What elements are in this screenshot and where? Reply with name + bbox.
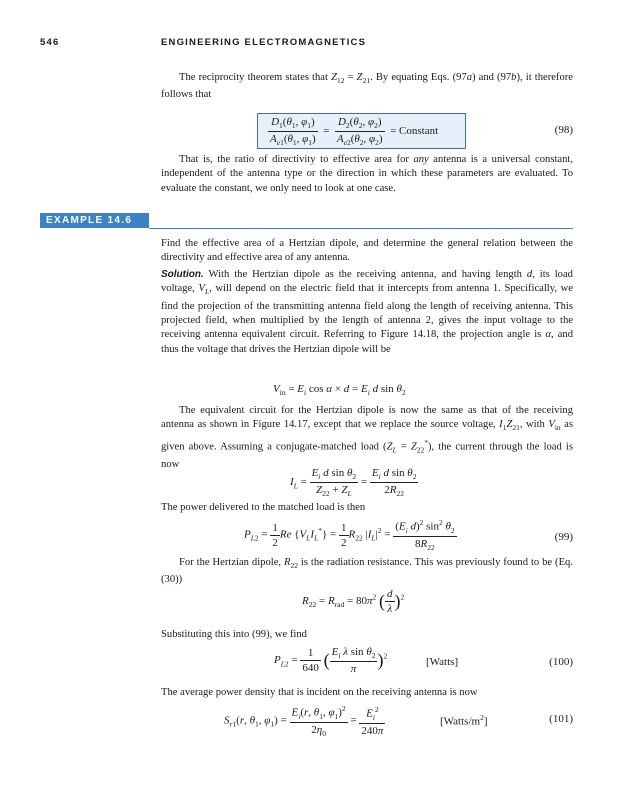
equation-101-units: $[Watts/m^2]$ — [440, 713, 488, 728]
example-problem: Find the effective area of a Hertzian dipole, and determine the general relation between the directivity and effective area of any antenna. — [161, 238, 573, 264]
page-number: 546 — [40, 37, 60, 48]
equation-99: $P_{L2}$ = $\frac{1}{2}$ Re $\{V_LI_L^*\}$ = $\frac{1}{2}$ $R_{22}$ $|I_L|^2$ = $\frac{(E_i d)^2 \sin^2 \theta_2}{8R_{22}}$ — [244, 518, 455, 553]
example-rule — [149, 228, 573, 229]
intro-paragraph-2: That is, the ratio of directivity to effective area for any antenna is a universal constant, independent of the antenna type or the direction in which these parameters are evaluated. To evaluate the constant, we only need to look at one case. — [161, 154, 573, 194]
paragraph-7: The average power density that is incident on the receiving antenna is now — [161, 687, 478, 698]
equation-il: $I_L$ = $\frac{E_i d \sin \theta_2}{Z_{22} + Z_L}$ = $\frac{E_i d \sin \theta_2}{2R_{22}}$ — [290, 467, 417, 499]
example-solution: Solution. With the Hertzian dipole as the receiving antenna, and having length d, its load voltage, $V_L$, will depend on the electric field that it intercepts from antenna 1. Specifically, we find the projection of the transmitting antenna field along the length of receiving antenna. This projected field, when multiplied by the length of antenna 2, gives the input voltage to the receiving antenna equivalent circuit. Referring to Figure 14.18, the projection angle is α, and thus the voltage that drives the Hertzian dipole will be — [161, 269, 573, 355]
paragraph-3: The equivalent circuit for the Hertzian dipole is now the same as that of the receiving antenna as shown in Figure 14.17, except that we replace the source voltage, $I_1Z_{21}$, with $V_{in}$ as given above. Assuming a conjugate-matched load $(Z_L = Z_{22}^*)$, the current through the load is now — [161, 405, 573, 470]
equation-100: $P_{L2}$ = $\frac{1}{640}$ ( $\frac{E_i \lambda \sin \theta_2}{\pi}$ )$^2$ — [274, 646, 388, 676]
equation-99-number: (99) — [554, 531, 573, 543]
equation-100-number: (100) — [549, 656, 573, 668]
running-title: ENGINEERING ELECTROMAGNETICS — [161, 37, 367, 48]
equation-r22: $R_{22} = R_{rad} = 80\pi^2$ ( $\frac{d}{\lambda}$ )$^2$ — [302, 588, 405, 615]
equation-98: $\frac{D_1(\theta_1, \varphi_1)}{A_{e1}(\theta_1, \varphi_1)}$ = $\frac{D_2(\theta_2, \varphi_2)}{A_{e2}(\theta_2, \varphi_2)}$ = Constant — [270, 116, 439, 148]
equation-101-number: (101) — [549, 713, 573, 725]
equation-98-number: (98) — [554, 124, 573, 136]
equation-101: $S_{r1}(r$, $\theta_1$, $\varphi_1$) = $\frac{E_i(r, \theta_1, \varphi_1)^2}{2\eta_0}$ = $\frac{E_i^2}{240\pi}$ — [224, 704, 384, 739]
equation-vin: $V_{in} = E_i$ $\cos \alpha \times d = E_i$ d $\sin \theta_2$ — [273, 383, 406, 398]
paragraph-5: For the Hertzian dipole, $R_{22}$ is the radiation resistance. This was previously found to be (Eq. (30)) — [161, 557, 573, 586]
example-label: EXAMPLE 14.6 — [46, 215, 133, 226]
equation-100-units: [Watts] — [426, 656, 459, 668]
solution-label: Solution. — [161, 269, 204, 280]
intro-paragraph: The reciprocity theorem states that $Z_{12} = Z_{21}$. By equating Eqs. (97a) and (97b), it therefore follows that — [161, 72, 573, 101]
paragraph-6: Substituting this into (99), we find — [161, 629, 307, 640]
equation-98-rhs: = Constant — [390, 125, 439, 138]
paragraph-4: The power delivered to the matched load is then — [161, 502, 366, 513]
